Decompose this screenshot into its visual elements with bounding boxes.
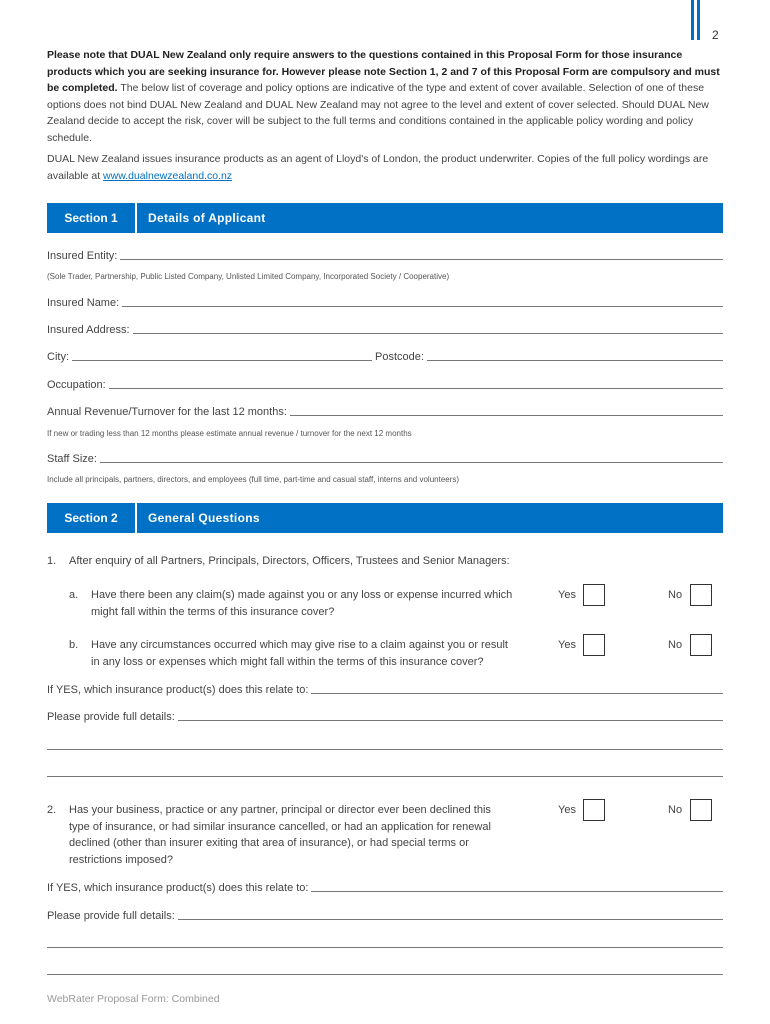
insured-entity-field[interactable]: Insured Entity: bbox=[47, 250, 723, 262]
section-1-number: Section 1 bbox=[47, 203, 137, 233]
section-2-title: General Questions bbox=[148, 511, 260, 525]
insured-address-field[interactable]: Insured Address: bbox=[47, 324, 723, 336]
q2-details-field[interactable]: Please provide full details: bbox=[47, 910, 723, 922]
intro-bold: Please note that DUAL New Zealand only require answers to the questions contained in this Proposal Form for those insurance products which you are seeking insurance for. However please note Section 1, 2 and 7 of this Proposal Form are compulsory and must be completed. bbox=[47, 49, 720, 94]
question-1a-text: Have there been any claim(s) made against you or any loss or expense incurred which might fall within the terms of this insurance cover? bbox=[91, 589, 513, 618]
section-1-title: Details of Applicant bbox=[148, 211, 266, 225]
q1b-yes-label: Yes bbox=[558, 639, 576, 651]
question-1-number: 1. bbox=[47, 555, 57, 567]
q2-details-line-3[interactable] bbox=[47, 974, 723, 975]
q2-no-label: No bbox=[668, 804, 683, 816]
postcode-field[interactable]: Postcode: bbox=[375, 351, 723, 363]
q1-details-field[interactable]: Please provide full details: bbox=[47, 711, 723, 723]
q2-details-line-2[interactable] bbox=[47, 947, 723, 948]
q2-yes-label: Yes bbox=[558, 804, 576, 816]
q1b-no-checkbox[interactable] bbox=[690, 634, 712, 656]
staff-note: Include all principals, partners, directors, and employees (full time, part-time and casual staff, interns and volunteers) bbox=[47, 475, 460, 484]
website-link[interactable]: www.dualnewzealand.co.nz bbox=[103, 169, 233, 182]
corner-decoration bbox=[691, 0, 701, 40]
section-2-header bbox=[47, 503, 723, 533]
question-1b-text: Have any circumstances occurred which may give rise to a claim against you or result in any loss or expenses which might fall within the terms of this insurance cover? bbox=[91, 639, 508, 668]
staff-size-field[interactable]: Staff Size: bbox=[47, 453, 723, 465]
q2-product-field[interactable]: If YES, which insurance product(s) does this relate to: bbox=[47, 882, 723, 894]
q1a-no-label: No bbox=[668, 589, 683, 601]
q1-details-line-2[interactable] bbox=[47, 749, 723, 750]
intro-text bbox=[47, 47, 727, 189]
q2-yes-checkbox[interactable] bbox=[583, 799, 605, 821]
footer-text: WebRater Proposal Form: Combined bbox=[47, 993, 220, 1005]
annual-revenue-field[interactable]: Annual Revenue/Turnover for the last 12 months: bbox=[47, 406, 723, 418]
q1b-no-label: No bbox=[668, 639, 683, 651]
section-2-number: Section 2 bbox=[47, 503, 137, 533]
q1-details-line-3[interactable] bbox=[47, 776, 723, 777]
insured-name-field[interactable]: Insured Name: bbox=[47, 297, 723, 309]
question-1-text: After enquiry of all Partners, Principals, Directors, Officers, Trustees and Senior Managers: bbox=[69, 555, 510, 567]
q1a-yes-checkbox[interactable] bbox=[583, 584, 605, 606]
q1b-yes-checkbox[interactable] bbox=[583, 634, 605, 656]
page-number: 2 bbox=[712, 28, 719, 42]
entity-note: (Sole Trader, Partnership, Public Listed Company, Unlisted Limited Company, Incorporated Society / Cooperative) bbox=[47, 272, 450, 281]
q2-no-checkbox[interactable] bbox=[690, 799, 712, 821]
question-1b-letter: b. bbox=[69, 639, 79, 651]
occupation-field[interactable]: Occupation: bbox=[47, 379, 723, 391]
question-2-text: Has your business, practice or any partner, principal or director ever been declined this type of insurance, or had similar insurance cancelled, or had an application for renewal declined (other than insurer exiting that area of insurance), or had special terms or restrictions imposed? bbox=[69, 804, 491, 866]
intro-body: The below list of coverage and policy options are indicative of the type and extent of cover available. Selection of one of these options does not bind DUAL New Zealand and DUAL New Zealand may not agree to the level and extent of cover selected. Should DUAL New Zealand decide to accept the risk, cover will be subject to the full terms and conditions contained in the applicable policy wording and policy schedule. bbox=[47, 82, 709, 144]
section-1-header bbox=[47, 203, 723, 233]
q1a-yes-label: Yes bbox=[558, 589, 576, 601]
q1a-no-checkbox[interactable] bbox=[690, 584, 712, 606]
intro-agent: DUAL New Zealand issues insurance products as an agent of Lloyd's of London, the product underwriter. Copies of the full policy wordings are available at bbox=[47, 153, 709, 182]
q1-product-field[interactable]: If YES, which insurance product(s) does this relate to: bbox=[47, 684, 723, 696]
question-2-number: 2. bbox=[47, 804, 57, 816]
question-1a-letter: a. bbox=[69, 589, 79, 601]
city-field[interactable]: City: bbox=[47, 351, 372, 363]
revenue-note: If new or trading less than 12 months please estimate annual revenue / turnover for the next 12 months bbox=[47, 429, 412, 438]
